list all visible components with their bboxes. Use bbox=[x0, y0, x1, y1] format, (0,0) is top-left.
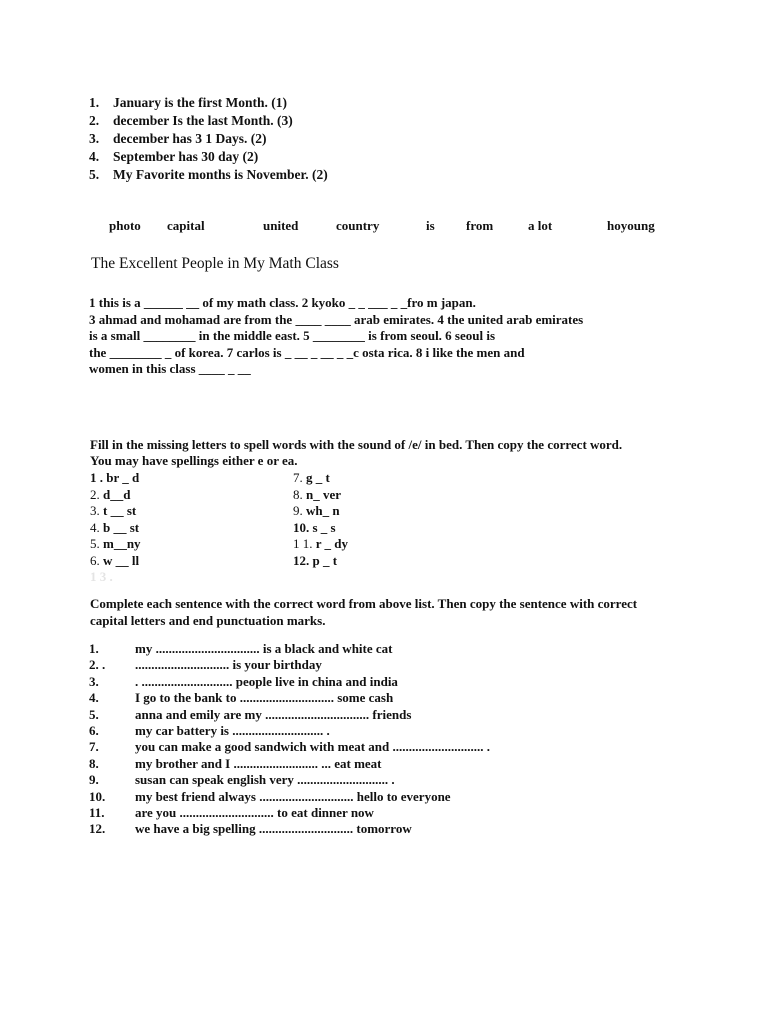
item-word: wh_ n bbox=[306, 503, 340, 518]
item-number: 12. bbox=[293, 552, 310, 568]
item-word: g _ t bbox=[306, 470, 330, 485]
faint-mark: 1 3 . bbox=[90, 569, 113, 584]
item-word: m__ny bbox=[103, 536, 141, 551]
sentence-item bbox=[89, 756, 709, 772]
item-number: 10. bbox=[89, 788, 106, 804]
sentence-item bbox=[89, 690, 709, 706]
spelling-item bbox=[90, 553, 141, 570]
spelling-item bbox=[90, 470, 141, 487]
sentence-item bbox=[89, 789, 709, 805]
item-text: . ............................ people live in china and india bbox=[135, 673, 398, 689]
item-number: 5. bbox=[90, 536, 100, 551]
item-text: are you ............................. to eat dinner now bbox=[135, 805, 374, 821]
spelling-item bbox=[90, 536, 141, 553]
cloze-line: women in this class ____ _ __ bbox=[89, 361, 251, 376]
word-bank-item: hoyoung bbox=[607, 218, 655, 233]
spelling-item bbox=[293, 487, 348, 504]
sentence-item bbox=[89, 657, 709, 673]
spelling-item bbox=[293, 470, 348, 487]
item-number: 4. bbox=[89, 690, 99, 706]
cloze-line: 3 ahmad and mohamad are from the ____ ____ arab emirates. 4 the united arab emirates bbox=[89, 311, 584, 327]
sentence-item bbox=[89, 739, 709, 755]
item-text: my ................................ is a black and white cat bbox=[135, 641, 393, 656]
spelling-instructions bbox=[90, 437, 710, 469]
item-text: you can make a good sandwich with meat and ............................ . bbox=[135, 739, 491, 755]
item-text: September has 30 day (2) bbox=[113, 149, 259, 164]
sentence-item bbox=[89, 707, 709, 723]
item-word: s _ s bbox=[312, 519, 336, 535]
spelling-item bbox=[90, 487, 141, 504]
item-number: 8. bbox=[293, 486, 303, 502]
months-list bbox=[89, 94, 589, 184]
sentence-item bbox=[89, 805, 709, 821]
word-bank-item: capital bbox=[167, 218, 205, 233]
sentence-item bbox=[89, 772, 709, 788]
sentence-item bbox=[89, 723, 709, 739]
item-number: 12. bbox=[89, 821, 106, 837]
item-number: 9. bbox=[293, 503, 303, 518]
item-number: 3. bbox=[89, 131, 100, 146]
spelling-item bbox=[293, 553, 348, 570]
item-word: d__d bbox=[103, 486, 131, 502]
sentence-item bbox=[89, 674, 709, 690]
month-item bbox=[89, 148, 589, 166]
word-bank-item: is bbox=[426, 218, 435, 233]
month-item bbox=[89, 130, 589, 148]
item-word: t __ st bbox=[103, 503, 137, 518]
word-bank-item: from bbox=[466, 218, 494, 233]
item-number: 3. bbox=[89, 673, 99, 689]
item-number: 4. bbox=[89, 149, 100, 164]
item-number: 7. bbox=[89, 739, 99, 755]
item-number: 2. bbox=[90, 486, 100, 502]
item-number: 1. bbox=[89, 641, 99, 656]
spelling-list-right bbox=[293, 470, 348, 569]
spelling-list-left bbox=[90, 470, 141, 569]
item-word: p _ t bbox=[312, 552, 338, 568]
item-text: ............................. is your birthday bbox=[135, 657, 322, 673]
word-bank-item: country bbox=[336, 218, 380, 233]
sentence-list bbox=[89, 641, 709, 838]
item-text: anna and emily are my ................................ friends bbox=[135, 706, 412, 722]
spelling-item bbox=[293, 520, 348, 537]
item-text: I go to the bank to ............................. some cash bbox=[135, 690, 394, 706]
item-text: January is the first Month. (1) bbox=[113, 95, 287, 110]
sentence-instructions bbox=[90, 596, 730, 629]
item-number: 1 1. bbox=[293, 536, 313, 551]
cloze-line: is a small ________ in the middle east. 5 ________ is from seoul. 6 seoul is bbox=[89, 328, 496, 343]
sentence-item bbox=[89, 821, 709, 837]
word-bank-item: a lot bbox=[528, 218, 553, 233]
item-number: 8. bbox=[89, 755, 99, 771]
item-text: we have a big spelling ............................. tomorrow bbox=[135, 821, 412, 837]
item-number: 9. bbox=[89, 772, 99, 788]
item-word: w __ ll bbox=[103, 552, 140, 568]
item-text: my car battery is ............................ . bbox=[135, 723, 330, 739]
instruction-line: capital letters and end punctuation marks. bbox=[90, 612, 326, 628]
item-number: 1 . bbox=[90, 470, 103, 485]
instruction-line: Fill in the missing letters to spell words with the sound of /e/ in bed. Then copy the correct word. bbox=[90, 437, 623, 452]
item-number: 4. bbox=[90, 519, 100, 535]
item-text: my brother and I .......................... ... eat meat bbox=[135, 755, 382, 771]
word-bank-item: united bbox=[263, 218, 299, 233]
item-text: My Favorite months is November. (2) bbox=[113, 167, 328, 182]
item-number: 6. bbox=[89, 723, 99, 739]
item-word: r _ dy bbox=[315, 536, 349, 551]
cloze-line: 1 this is a ______ __ of my math class. 2 kyoko _ _ ___ _ _fro m japan. bbox=[89, 295, 476, 310]
item-number: 6. bbox=[90, 552, 100, 568]
item-word: n_ ver bbox=[306, 486, 342, 502]
month-item bbox=[89, 112, 589, 130]
item-number: 2. . bbox=[89, 657, 106, 673]
month-item bbox=[89, 94, 589, 112]
item-number: 1. bbox=[89, 95, 100, 110]
cloze-line: the ________ _ of korea. 7 carlos is _ __ _ __ _ _c osta rica. 8 i like the men and bbox=[89, 344, 525, 360]
item-word: br _ d bbox=[106, 470, 140, 485]
word-bank-item: photo bbox=[109, 218, 141, 233]
item-word: b __ st bbox=[103, 519, 140, 535]
item-number: 10. bbox=[293, 519, 310, 535]
instruction-line: You may have spellings either e or ea. bbox=[90, 453, 298, 468]
item-number: 5. bbox=[89, 706, 99, 722]
item-text: susan can speak english very ............................ . bbox=[135, 772, 395, 788]
item-number: 11. bbox=[89, 805, 105, 821]
month-item bbox=[89, 166, 589, 184]
cloze-paragraph bbox=[89, 295, 689, 378]
sentence-item bbox=[89, 641, 709, 657]
instruction-line: Complete each sentence with the correct word from above list. Then copy the sentence with correct bbox=[90, 596, 638, 611]
spelling-item bbox=[293, 503, 348, 520]
spelling-item bbox=[90, 503, 141, 520]
spelling-item bbox=[293, 536, 348, 553]
item-number: 3. bbox=[90, 503, 100, 518]
section-title: The Excellent People in My Math Class bbox=[91, 255, 339, 272]
item-number: 5. bbox=[89, 167, 100, 182]
spelling-item bbox=[90, 520, 141, 537]
item-text: december Is the last Month. (3) bbox=[113, 113, 293, 128]
item-text: december has 3 1 Days. (2) bbox=[113, 131, 267, 146]
item-number: 2. bbox=[89, 113, 100, 128]
word-bank bbox=[0, 218, 768, 236]
item-text: my best friend always ............................. hello to everyone bbox=[135, 788, 451, 804]
item-number: 7. bbox=[293, 470, 303, 485]
